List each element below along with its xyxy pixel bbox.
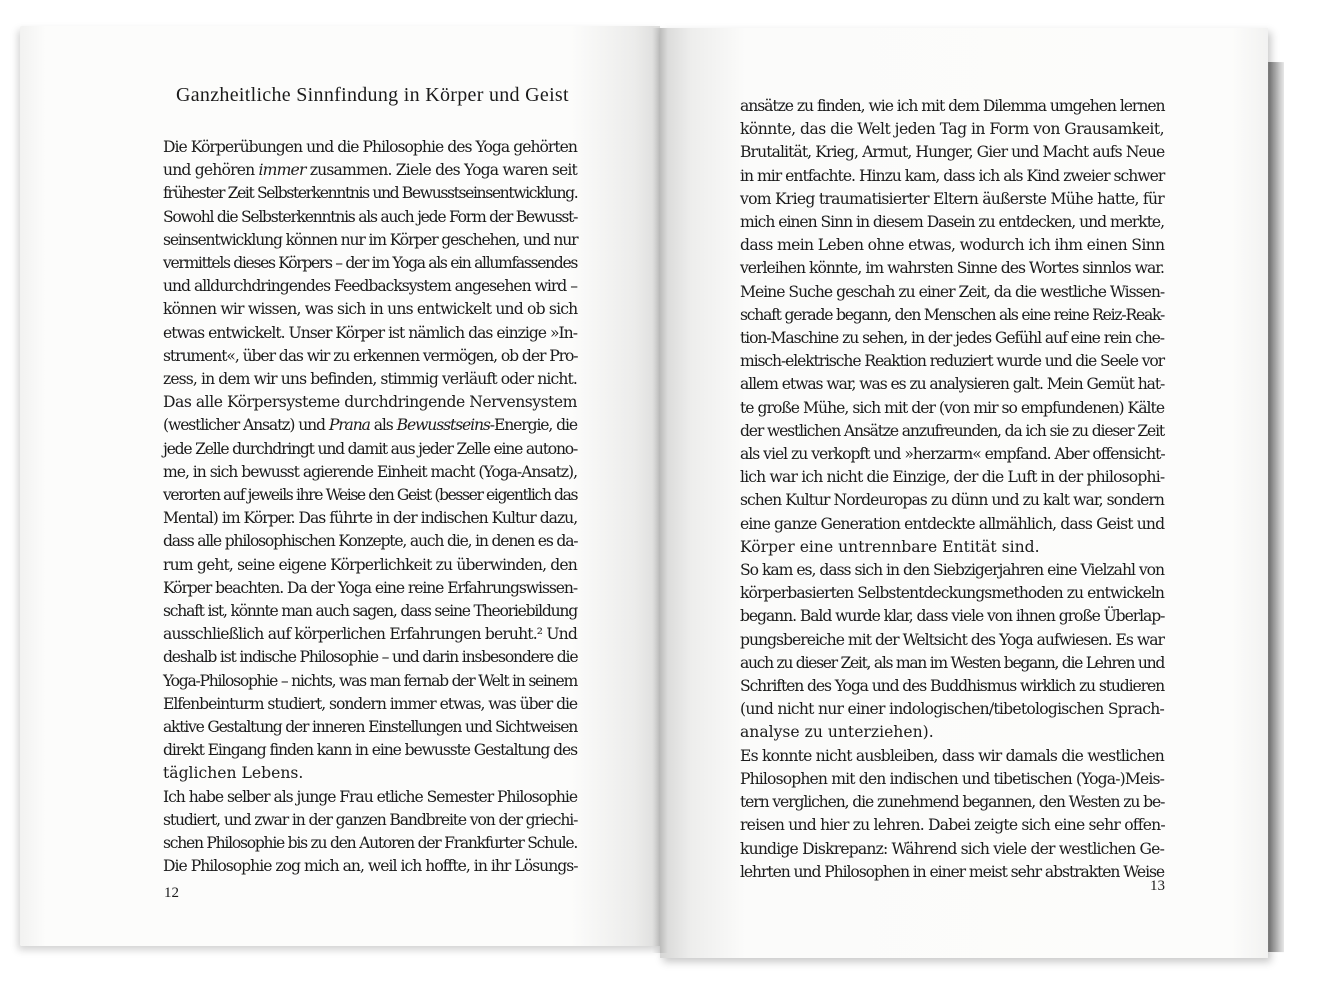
- text-line: schen Kultur Nordeuropas zu dünn und zu kalt war, sondern: [740, 491, 1164, 510]
- text-line: frühester Zeit Selbsterkenntnis und Bewusstseinsentwicklung.: [163, 184, 578, 203]
- text-line: können wir wissen, was sich in uns entwickelt und ob sich: [163, 300, 578, 319]
- text-line: vom Krieg traumatisierter Eltern äußerste Mühe hatte, für: [740, 189, 1164, 208]
- text-line: schaft ist, könnte man auch sagen, dass seine Theoriebildung: [163, 602, 577, 621]
- text-line: Die Philosophie zog mich an, weil ich hoffte, in ihr Lösungs-: [163, 857, 578, 876]
- right-page-body: [740, 95, 1164, 884]
- text-line: direkt Eingang finden kann in eine bewusste Gestaltung des: [163, 741, 578, 760]
- text-line: Yoga-Philosophie – nichts, was man fernab der Welt in seinem: [163, 671, 577, 690]
- text-line: als viel zu verkopft und »herzarm« empfand. Aber offensicht-: [740, 445, 1165, 464]
- left-page-body: [163, 136, 577, 879]
- text-line: Mental) im Körper. Das führte in der indischen Kultur dazu,: [163, 509, 578, 528]
- text-line: misch-elektrische Reaktion reduziert wurde und die Seele vor: [740, 352, 1164, 371]
- text-line: So kam es, dass sich in den Siebzigerjahren eine Vielzahl von: [740, 561, 1164, 580]
- text-line: mich einen Sinn in diesem Dasein zu entdecken, und merkte,: [740, 213, 1164, 232]
- text-line: studiert, und zwar in der ganzen Bandbreite von der griechi-: [163, 810, 578, 829]
- text-line: deshalb ist indische Philosophie – und darin insbesondere die: [163, 648, 578, 667]
- text-line: ausschließlich auf körperlichen Erfahrungen beruht.² Und: [163, 625, 577, 644]
- text-line: in mir entfachte. Hinzu kam, dass ich als Kind zweier schwer: [740, 166, 1165, 185]
- text-line: Elfenbeinturm studiert, sondern immer etwas, was über die: [163, 694, 578, 713]
- text-line: und gehören immer zusammen. Ziele des Yoga waren seit: [163, 161, 577, 180]
- text-line: täglichen Lebens.: [163, 764, 304, 783]
- text-line: schaft gerade begann, den Menschen als eine reine Reiz-Reak-: [740, 305, 1164, 324]
- text-line: Die Körperübungen und die Philosophie des Yoga gehörten: [163, 138, 577, 156]
- text-line: allem etwas war, was es zu analysieren galt. Mein Gemüt hat-: [740, 375, 1165, 394]
- text-line: eine ganze Generation entdeckte allmählich, dass Geist und: [740, 514, 1165, 533]
- text-line: körperbasierten Selbstentdeckungsmethoden zu entwickeln: [740, 584, 1165, 603]
- text-line: Körper beachten. Da der Yoga eine reine Erfahrungswissen-: [163, 578, 578, 597]
- text-line: kundige Diskrepanz: Während sich viele der westlichen Ge-: [740, 839, 1165, 858]
- text-line: jede Zelle durchdringt und damit aus jeder Zelle eine autono-: [163, 439, 578, 458]
- text-line: auch zu dieser Zeit, als man im Westen begann, die Lehren und: [740, 653, 1164, 672]
- text-line: Sowohl die Selbsterkenntnis als auch jede Form der Bewusst-: [163, 207, 578, 226]
- text-line: vermittels dieses Körpers – der im Yoga als ein allumfassendes: [163, 254, 577, 273]
- text-line: Meine Suche geschah zu einer Zeit, da die westliche Wissen-: [740, 282, 1165, 301]
- text-line: dass mein Leben ohne etwas, wodurch ich ihm einen Sinn: [740, 236, 1165, 255]
- text-line: der westlichen Ansätze anzufreunden, da ich sie zu dieser Zeit: [740, 421, 1164, 440]
- text-line: Brutalität, Krieg, Armut, Hunger, Gier und Macht aufs Neue: [740, 143, 1165, 162]
- text-line: etwas entwickelt. Unser Körper ist nämlich das einzige »In-: [163, 323, 577, 342]
- text-line: me, in sich bewusst agierende Einheit macht (Yoga-Ansatz),: [163, 462, 577, 481]
- text-line: und alldurchdringendes Feedbacksystem angesehen wird –: [163, 277, 577, 296]
- right-page-number: 13: [1150, 878, 1165, 894]
- text-line: dass alle philosophischen Konzepte, auch die, in denen es da-: [163, 532, 578, 551]
- left-page-number: 12: [164, 885, 179, 901]
- text-line: ansätze zu finden, wie ich mit dem Dilemma umgehen lernen: [740, 97, 1165, 115]
- text-line: begann. Bald wurde klar, dass viele von ihnen große Überlap-: [740, 607, 1165, 626]
- text-line: lich war ich nicht die Einzige, der die Luft in der philosophi-: [740, 468, 1165, 487]
- text-line: Es konnte nicht ausbleiben, dass wir damals die westlichen: [740, 746, 1164, 765]
- text-line: verorten auf jeweils ihre Weise den Geist (besser eigentlich das: [163, 486, 578, 505]
- text-line: analyse zu unterziehen).: [740, 723, 934, 742]
- text-line: reisen und hier zu lehren. Dabei zeigte sich eine sehr offen-: [740, 816, 1165, 835]
- text-line: tern verglichen, die zunehmend begannen, den Westen zu be-: [740, 793, 1165, 812]
- book-gutter: [652, 28, 668, 953]
- text-line: schen Philosophie bis zu den Autoren der Frankfurter Schule.: [163, 834, 578, 853]
- text-line: tion-Maschine zu sehen, in der jedes Gefühl auf eine rein che-: [740, 329, 1164, 348]
- text-line: rum geht, seine eigene Körperlichkeit zu überwinden, den: [163, 555, 577, 574]
- text-line: te große Mühe, sich mit der (von mir so empfundenen) Kälte: [740, 398, 1165, 417]
- text-line: (und nicht nur einer indologischen/tibetologischen Sprach-: [740, 700, 1164, 719]
- text-line: verleihen könnte, im wahrsten Sinne des Wortes sinnlos war.: [740, 259, 1164, 278]
- text-line: (westlicher Ansatz) und Prana als Bewusstseins-Energie, die: [163, 416, 578, 435]
- text-line: seinsentwicklung können nur im Körper geschehen, und nur: [163, 230, 578, 249]
- text-line: lehrten und Philosophen in einer meist sehr abstrakten Weise: [740, 862, 1165, 881]
- text-line: aktive Gestaltung der inneren Einstellungen und Sichtweisen: [163, 718, 577, 737]
- text-line: strument«, über das wir zu erkennen vermögen, ob der Pro-: [163, 346, 578, 365]
- text-line: könnte, das die Welt jeden Tag in Form von Grausamkeit,: [740, 120, 1164, 139]
- text-line: Das alle Körpersysteme durchdringende Nervensystem: [163, 393, 577, 412]
- text-line: zess, in dem wir uns befinden, stimmig verläuft oder nicht.: [163, 370, 577, 389]
- text-line: Körper eine untrennbare Entität sind.: [740, 537, 1040, 556]
- chapter-heading: Ganzheitliche Sinnfindung in Körper und Geist: [176, 84, 569, 106]
- text-line: pungsbereiche mit der Weltsicht des Yoga aufwiesen. Es war: [740, 630, 1164, 649]
- text-line: Philosophen mit den indischen und tibetischen (Yoga-)Meis-: [740, 769, 1165, 788]
- text-line: Ich habe selber als junge Frau etliche Semester Philosophie: [163, 787, 577, 806]
- text-line: Schriften des Yoga und des Buddhismus wirklich zu studieren: [740, 677, 1164, 696]
